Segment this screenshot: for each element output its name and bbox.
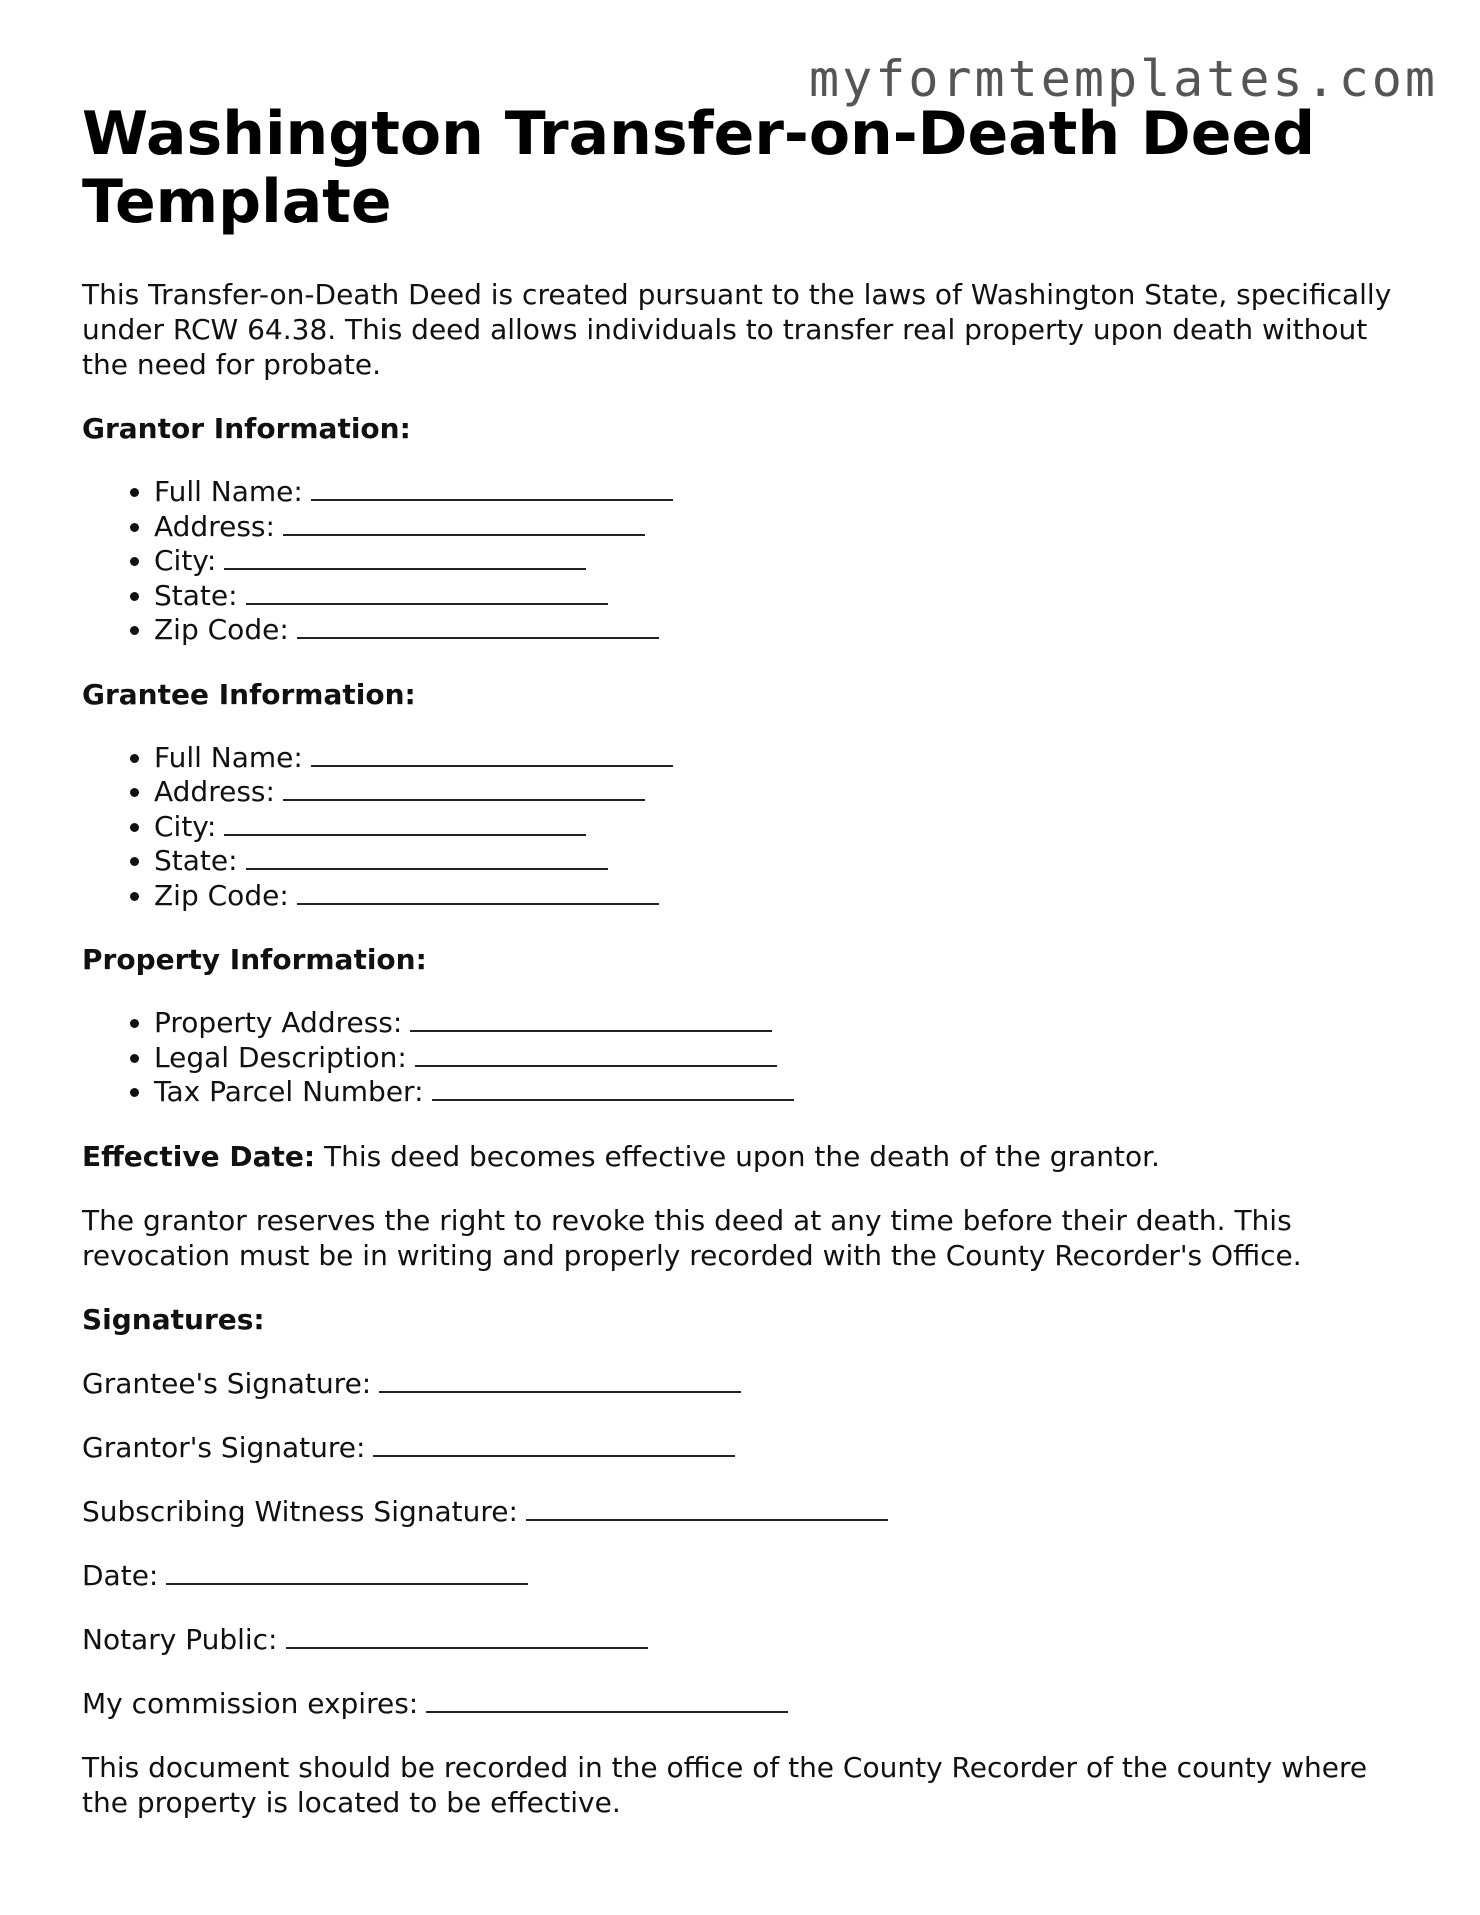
grantee-state-field: • State: — [154, 844, 1402, 879]
witness-signature-line: Subscribing Witness Signature: — [82, 1494, 1402, 1529]
closing-paragraph: This document should be recorded in the office of the County Recorder of the county where the property is located to be effective. — [82, 1750, 1368, 1819]
commission-expires-line: My commission expires: — [82, 1686, 1402, 1721]
grantee-full-name-field: • Full Name: — [154, 741, 1402, 776]
grantee-zip-field: • Zip Code: — [154, 879, 1402, 914]
notary-public-line: Notary Public: — [82, 1622, 1402, 1657]
grantor-zip-field: • Zip Code: — [154, 613, 1402, 648]
property-heading: Property Information: — [82, 943, 427, 976]
blank-line[interactable] — [379, 1367, 741, 1393]
blank-line[interactable] — [166, 1559, 528, 1585]
signatures-heading: Signatures: — [82, 1302, 265, 1336]
date-line: Date: — [82, 1558, 1402, 1593]
revocation-paragraph: The grantor reserves the right to revoke this deed at any time before their death. This revocation must be in writing and properly recorded with the County Recorder's Office. — [82, 1203, 1302, 1272]
grantee-heading: Grantee Information: — [82, 677, 416, 711]
intro-paragraph: This Transfer-on-Death Deed is created pursuant to the laws of Washington State, specifically under RCW 64.38. This deed allows individuals to transfer real property upon death without the need for probate. — [82, 278, 1392, 381]
page-title: Washington Transfer-on-Death Deed Template — [82, 99, 1316, 237]
effective-date-label: Effective Date: — [82, 1139, 316, 1173]
blank-line[interactable] — [246, 579, 608, 605]
blank-line[interactable] — [283, 775, 645, 801]
grantor-full-name-field: • Full Name: — [154, 475, 1402, 510]
grantee-field-list — [82, 741, 1402, 914]
blank-line[interactable] — [415, 1041, 777, 1067]
blank-line[interactable] — [297, 613, 659, 639]
blank-line[interactable] — [286, 1623, 648, 1649]
blank-line[interactable] — [224, 544, 586, 570]
blank-line[interactable] — [297, 879, 659, 905]
blank-line[interactable] — [526, 1495, 888, 1521]
grantee-address-field: • Address: — [154, 775, 1402, 810]
watermark: myformtemplates.com — [809, 50, 1438, 108]
blank-line[interactable] — [373, 1431, 735, 1457]
effective-date-text: This deed becomes effective upon the death of the grantor. — [315, 1139, 1160, 1173]
blank-line[interactable] — [410, 1006, 772, 1032]
property-field-list — [82, 1006, 1402, 1110]
grantor-state-field: • State: — [154, 579, 1402, 614]
property-address-field: • Property Address: — [154, 1006, 1402, 1041]
grantor-signature-line: Grantor's Signature: — [82, 1430, 1402, 1465]
blank-line[interactable] — [224, 810, 586, 836]
blank-line[interactable] — [311, 741, 673, 767]
grantor-heading: Grantor Information: — [82, 412, 411, 445]
grantee-city-field: • City: — [154, 810, 1402, 845]
legal-description-field: • Legal Description: — [154, 1041, 1402, 1076]
blank-line[interactable] — [283, 510, 645, 536]
blank-line[interactable] — [432, 1075, 794, 1101]
document-body — [82, 100, 1402, 1849]
blank-line[interactable] — [311, 475, 673, 501]
grantee-signature-line: Grantee's Signature: — [82, 1366, 1402, 1401]
tax-parcel-number-field: • Tax Parcel Number: — [154, 1075, 1402, 1110]
grantor-field-list — [82, 475, 1402, 648]
effective-date-paragraph — [82, 1139, 1402, 1174]
blank-line[interactable] — [246, 844, 608, 870]
blank-line[interactable] — [426, 1687, 788, 1713]
grantor-city-field: • City: — [154, 544, 1402, 579]
grantor-address-field: • Address: — [154, 510, 1402, 545]
